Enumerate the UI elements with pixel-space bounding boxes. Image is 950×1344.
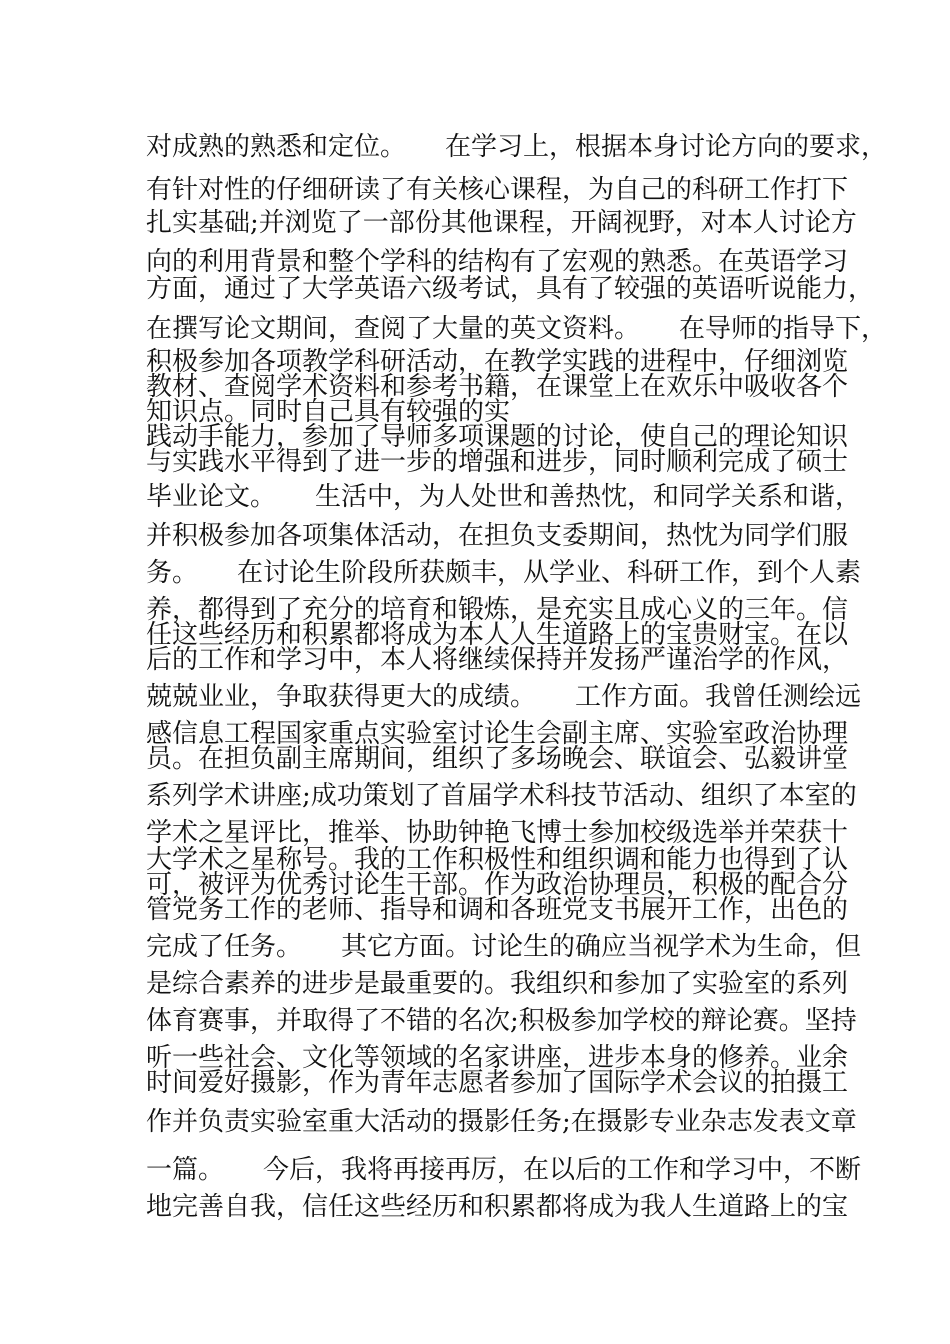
text-line: 对成熟的熟悉和定位。 在学习上，根据本身讨论方向的要求，	[146, 132, 888, 162]
text-line: 与实践水平得到了进一步的增强和进步，同时顺利完成了硕士	[146, 447, 849, 477]
text-line: 向的利用背景和整个学科的结构有了宏观的熟悉。在英语学习	[146, 247, 849, 277]
text-line: 作并负责实验室重大活动的摄影任务;在摄影专业杂志发表文章	[146, 1107, 857, 1137]
text-line: 践动手能力，参加了导师多项课题的讨论，使自己的理论知识	[146, 422, 849, 452]
text-line: 知识点。同时自己具有较强的实	[146, 397, 511, 427]
text-line: 感信息工程国家重点实验室讨论生会副主席、实验室政治协理	[146, 719, 849, 749]
text-line: 管党务工作的老师、指导和调和各班党支书展开工作，出色的	[146, 895, 849, 925]
text-line: 毕业论文。 生活中，为人处世和善热忱，和同学关系和谐，	[146, 482, 862, 512]
text-line: 是综合素养的进步是最重要的。我组织和参加了实验室的系列	[146, 969, 849, 999]
text-line: 任这些经历和积累都将成为本人人生道路上的宝贵财宝。在以	[146, 620, 849, 650]
text-line: 员。在担负副主席期间，组织了多场晚会、联谊会、弘毅讲堂	[146, 744, 849, 774]
text-line: 可，被评为优秀讨论生干部。作为政治协理员，积极的配合分	[146, 870, 849, 900]
text-line: 地完善自我，信任这些经历和积累都将成为我人生道路上的宝	[146, 1192, 849, 1222]
text-line: 完成了任务。 其它方面。讨论生的确应当视学术为生命，但	[146, 932, 862, 962]
text-line: 后的工作和学习中，本人将继续保持并发扬严谨治学的作风，	[146, 645, 849, 675]
text-line: 教材、查阅学术资料和参考书籍，在课堂上在欢乐中吸收各个	[146, 372, 849, 402]
text-line: 在撰写论文期间，查阅了大量的英文资料。 在导师的指导下，	[146, 314, 888, 344]
text-line: 兢兢业业，争取获得更大的成绩。 工作方面。我曾任测绘远	[146, 682, 862, 712]
text-line: 扎实基础;并浏览了一部份其他课程，开阔视野，对本人讨论方	[146, 208, 857, 238]
text-line: 一篇。 今后，我将再接再厉，在以后的工作和学习中，不断	[146, 1155, 862, 1185]
text-line: 听一些社会、文化等领域的名家讲座，进步本身的修养。业余	[146, 1043, 849, 1073]
text-line: 养，都得到了充分的培育和锻炼，是充实且成心义的三年。信	[146, 595, 849, 625]
text-line: 大学术之星称号。我的工作积极性和组织调和能力也得到了认	[146, 845, 849, 875]
text-line: 务。 在讨论生阶段所获颇丰，从学业、科研工作，到个人素	[146, 558, 862, 588]
text-line: 方面，通过了大学英语六级考试，具有了较强的英语听说能力，	[146, 274, 875, 304]
text-line: 时间爱好摄影，作为青年志愿者参加了国际学术会议的拍摄工	[146, 1068, 849, 1098]
text-line: 系列学术讲座;成功策划了首届学术科技节活动、组织了本室的	[146, 781, 857, 811]
text-line: 积极参加各项教学科研活动，在教学实践的进程中，仔细浏览	[146, 347, 849, 377]
text-line: 学术之星评比，推举、协助钟艳飞博士参加校级选举并荣获十	[146, 818, 849, 848]
text-line: 有针对性的仔细研读了有关核心课程，为自己的科研工作打下	[146, 175, 849, 205]
text-line: 体育赛事，并取得了不错的名次;积极参加学校的辩论赛。坚持	[146, 1006, 857, 1036]
text-line: 并积极参加各项集体活动，在担负支委期间，热忱为同学们服	[146, 521, 849, 551]
